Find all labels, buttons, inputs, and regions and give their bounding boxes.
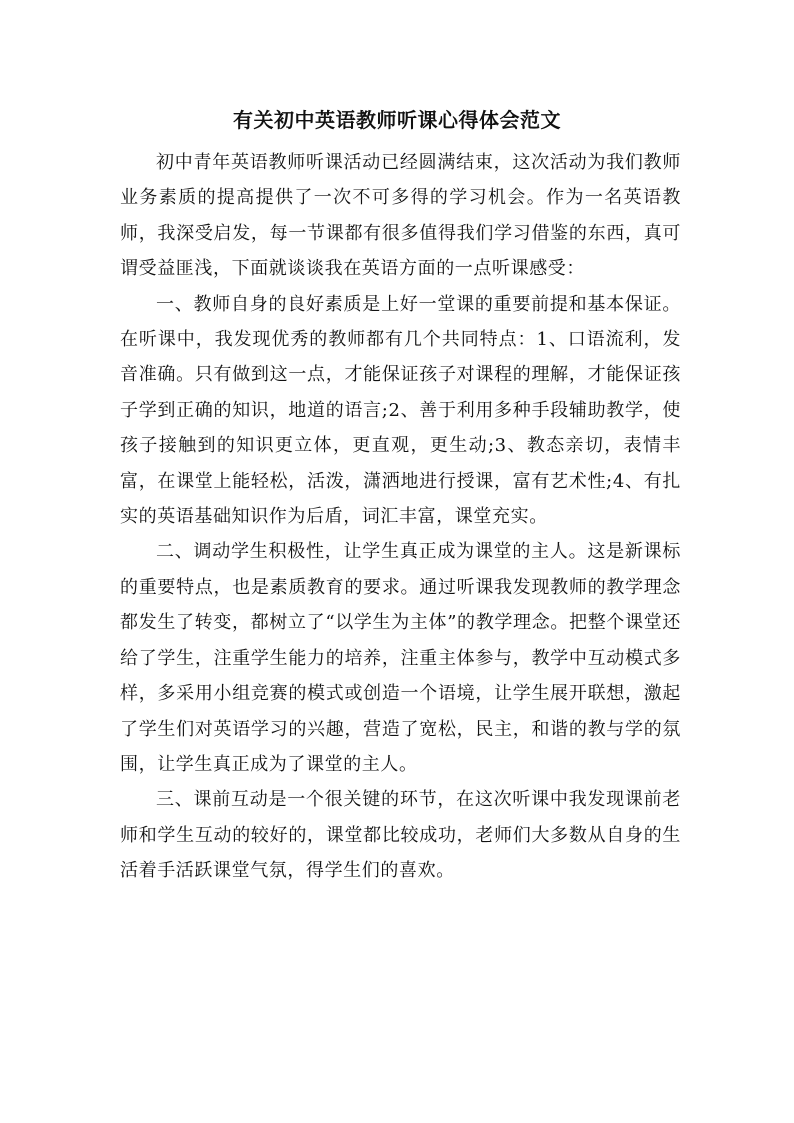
paragraph-intro: 初中青年英语教师听课活动已经圆满结束，这次活动为我们教师业务素质的提高提供了一次不可多得的学习机会。作为一名英语教师，我深受启发，每一节课都有很多值得我们学习借鉴的东西，真可谓受益匪浅，下面就谈谈我在英语方面的一点听课感受： [120, 152, 681, 280]
paragraph-point-3: 三、课前互动是一个很关键的环节，在这次听课中我发现课前老师和学生互动的较好的，课堂都比较成功，老师们大多数从自身的生活着手活跃课堂气氛，得学生们的喜欢。 [120, 789, 681, 882]
paragraph-point-2: 二、调动学生积极性，让学生真正成为课堂的主人。这是新课标的重要特点，也是素质教育的要求。通过听课我发现教师的教学理念都发生了转变，都树立了“以学生为主体”的教学理念。把整个课堂还给了学生，注重学生能力的培养，注重主体参与，教学中互动模式多样，多采用小组竞赛的模式或创造一个语境，让学生展开联想，激起了学生们对英语学习的兴趣，营造了宽松，民主，和谐的教与学的氛围，让学生真正成为了课堂的主人。 [120, 541, 681, 775]
document-title: 有关初中英语教师听课心得体会范文 [233, 108, 561, 132]
paragraph-point-1: 一、教师自身的良好素质是上好一堂课的重要前提和基本保证。在听课中，我发现优秀的教师都有几个共同特点：1、口语流利，发音准确。只有做到这一点，才能保证孩子对课程的理解，才能保证孩子学到正确的知识，地道的语言;2、善于利用多种手段辅助教学，使孩子接触到的知识更立体，更直观，更生动;3、教态亲切，表情丰富，在课堂上能轻松，活泼，潇洒地进行授课，富有艺术性;4、有扎实的英语基础知识作为后盾，词汇丰富，课堂充实。 [120, 293, 681, 528]
document-body [120, 145, 681, 889]
